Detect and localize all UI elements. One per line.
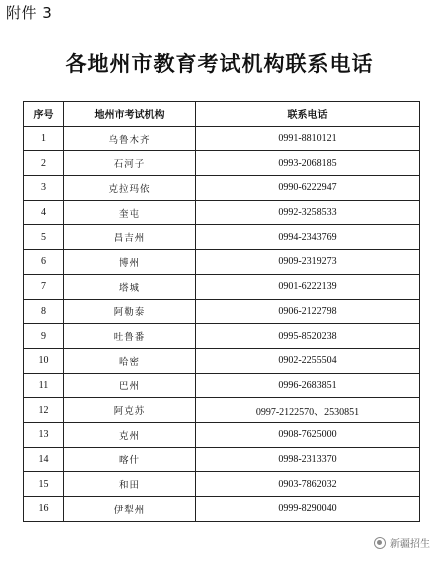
table-row (24, 472, 420, 497)
table-row (24, 324, 420, 349)
table-row (24, 151, 420, 176)
institution-name-cell: 阿勒泰 (64, 299, 196, 324)
phone-number-cell: 0908-7625000 (196, 422, 420, 447)
phone-number-cell: 0998-2313370 (196, 447, 420, 472)
serial-number-cell: 4 (24, 200, 64, 225)
table-row (24, 225, 420, 250)
institution-name-cell: 乌鲁木齐 (64, 126, 196, 151)
table-row (24, 200, 420, 225)
wechat-account-watermark (371, 534, 433, 551)
phone-number-cell: 0991-8810121 (196, 126, 420, 151)
phone-number-cell: 0902-2255504 (196, 348, 420, 373)
institution-name-cell: 伊犁州 (64, 497, 196, 522)
phone-number-cell: 0901-6222139 (196, 274, 420, 299)
institution-name-cell: 巴州 (64, 373, 196, 398)
table-row (24, 422, 420, 447)
contacts-table (23, 101, 420, 522)
phone-number-cell: 0994-2343769 (196, 225, 420, 250)
phone-number-cell: 0996-2683851 (196, 373, 420, 398)
institution-name-cell: 哈密 (64, 348, 196, 373)
serial-number-cell: 5 (24, 225, 64, 250)
serial-number-cell: 8 (24, 299, 64, 324)
institution-name-cell: 和田 (64, 472, 196, 497)
table-row (24, 398, 420, 423)
table-row (24, 373, 420, 398)
serial-number-cell: 13 (24, 422, 64, 447)
table-header-row (24, 102, 420, 127)
phone-number-cell: 0903-7862032 (196, 472, 420, 497)
header-contact-phone: 联系电话 (196, 102, 420, 127)
serial-number-cell: 7 (24, 274, 64, 299)
institution-name-cell: 阿克苏 (64, 398, 196, 423)
watermark-text: 新疆招生 (390, 539, 430, 550)
header-serial-number: 序号 (24, 102, 64, 127)
institution-name-cell: 昌吉州 (64, 225, 196, 250)
institution-name-cell: 石河子 (64, 151, 196, 176)
table-row (24, 176, 420, 201)
serial-number-cell: 14 (24, 447, 64, 472)
serial-number-cell: 2 (24, 151, 64, 176)
institution-name-cell: 喀什 (64, 447, 196, 472)
phone-number-cell: 0999-8290040 (196, 497, 420, 522)
serial-number-cell: 1 (24, 126, 64, 151)
table-row (24, 299, 420, 324)
document-title: 各地州市教育考试机构联系电话 (65, 51, 374, 76)
serial-number-cell: 11 (24, 373, 64, 398)
phone-number-cell: 0992-3258533 (196, 200, 420, 225)
phone-number-cell: 0909-2319273 (196, 250, 420, 275)
table-row (24, 447, 420, 472)
header-exam-institution: 地州市考试机构 (64, 102, 196, 127)
institution-name-cell: 克州 (64, 422, 196, 447)
institution-name-cell: 奎屯 (64, 200, 196, 225)
institution-name-cell: 吐鲁番 (64, 324, 196, 349)
table-row (24, 274, 420, 299)
phone-number-cell: 0990-6222947 (196, 176, 420, 201)
phone-number-cell: 0995-8520238 (196, 324, 420, 349)
phone-number-cell: 0906-2122798 (196, 299, 420, 324)
phone-number-cell: 0997-2122570、2530851 (196, 398, 420, 423)
institution-name-cell: 博州 (64, 250, 196, 275)
table-row (24, 126, 420, 151)
table-row (24, 497, 420, 522)
phone-number-cell: 0993-2068185 (196, 151, 420, 176)
table-row (24, 348, 420, 373)
serial-number-cell: 3 (24, 176, 64, 201)
wechat-account-icon (374, 537, 386, 549)
table-row (24, 250, 420, 275)
serial-number-cell: 9 (24, 324, 64, 349)
serial-number-cell: 10 (24, 348, 64, 373)
serial-number-cell: 16 (24, 497, 64, 522)
serial-number-cell: 12 (24, 398, 64, 423)
institution-name-cell: 塔城 (64, 274, 196, 299)
institution-name-cell: 克拉玛依 (64, 176, 196, 201)
serial-number-cell: 6 (24, 250, 64, 275)
attachment-label: 附件 3 (6, 4, 53, 22)
serial-number-cell: 15 (24, 472, 64, 497)
